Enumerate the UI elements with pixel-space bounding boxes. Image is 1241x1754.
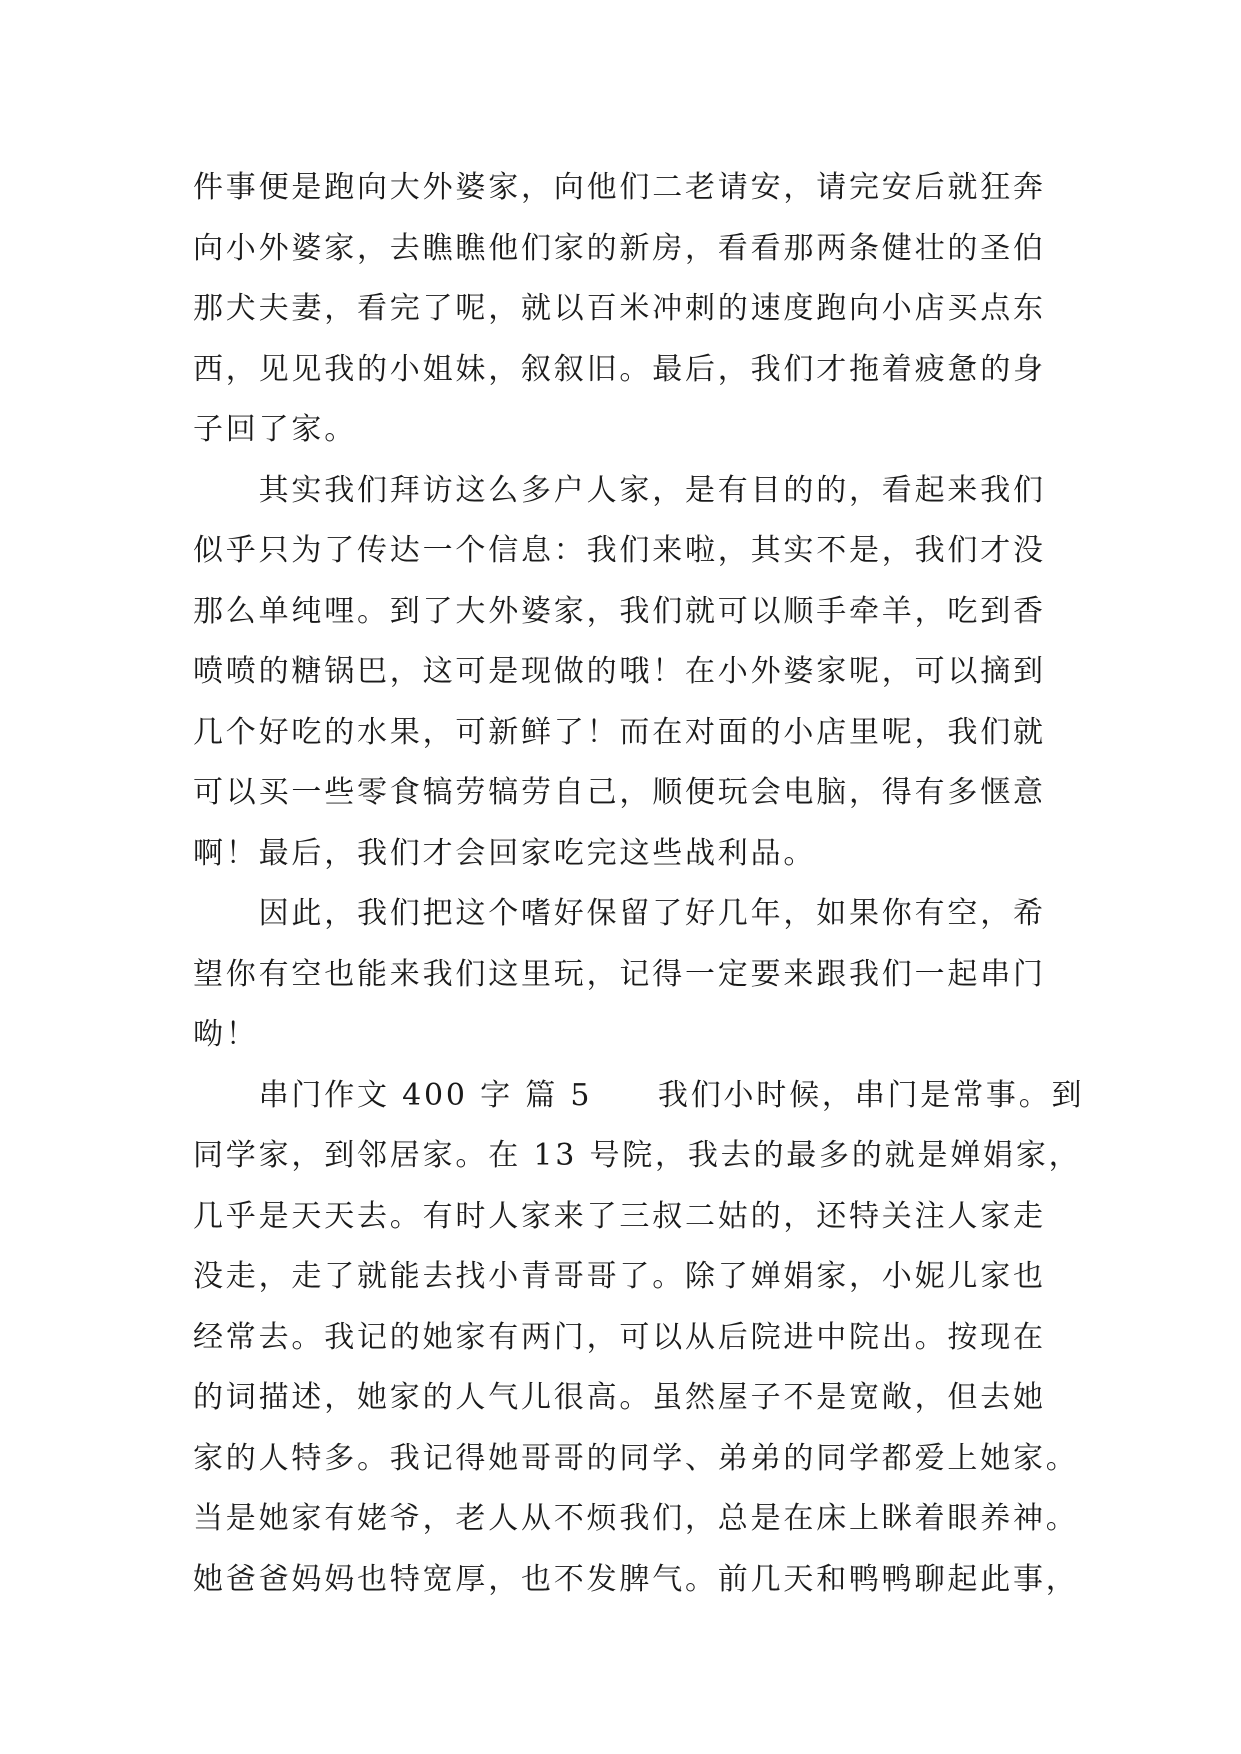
text-line: 件事便是跑向大外婆家，向他们二老请安，请完安后就狂奔 [193,170,1046,205]
text-line: 的词描述，她家的人气儿很高。虽然屋子不是宽敞，但去她 [193,1380,1046,1415]
text-line: 当是她家有姥爷，老人从不烦我们，总是在床上眯着眼养神。 [193,1501,1079,1536]
document-body [193,158,1085,1610]
text-line: 家的人特多。我记得她哥哥的同学、弟弟的同学都爱上她家。 [193,1440,1079,1476]
text-line: 因此，我们把这个嗜好保留了好几年，如果你有空，希 [193,896,1046,931]
text-line: 几乎是天天去。有时人家来了三叔二姑的，还特关注人家走 [193,1198,1046,1234]
text-line: 其实我们拜访这么多户人家，是有目的的，看起来我们 [193,472,1046,508]
text-line: 经常去。我记的她家有两门，可以从后院进中院出。按现在 [193,1319,1046,1355]
text-line: 那么单纯哩。到了大外婆家，我们就可以顺手牵羊，吃到香 [193,593,1046,629]
text-line: 可以买一些零食犒劳犒劳自己，顺便玩会电脑，得有多惬意 [193,775,1046,810]
text-line: 同学家，到邻居家。在 13 号院，我去的最多的就是婵娟家， [193,1138,1082,1173]
text-line: 没走，走了就能去找小青哥哥了。除了婵娟家，小妮儿家也 [193,1259,1046,1294]
text-line: 串门作文 400 字 篇 5 我们小时候，串门是常事。到 [193,1077,1085,1113]
text-line: 向小外婆家，去瞧瞧他们家的新房，看看那两条健壮的圣伯 [193,230,1046,266]
text-line: 喷喷的糖锅巴，这可是现做的哦！在小外婆家呢，可以摘到 [193,654,1046,689]
text-line: 啊！最后，我们才会回家吃完这些战利品。 [193,835,817,871]
text-line: 子回了家。 [193,412,357,447]
text-line: 几个好吃的水果，可新鲜了！而在对面的小店里呢，我们就 [193,714,1046,750]
text-line: 望你有空也能来我们这里玩，记得一定要来跟我们一起串门 [193,956,1046,992]
text-line: 似乎只为了传达一个信息：我们来啦，其实不是，我们才没 [193,533,1046,568]
text-line: 那犬夫妻，看完了呢，就以百米冲刺的速度跑向小店买点东 [193,291,1046,326]
text-line: 她爸爸妈妈也特宽厚，也不发脾气。前几天和鸭鸭聊起此事， [193,1561,1079,1597]
text-line: 西，见见我的小姐妹，叙叙旧。最后，我们才拖着疲惫的身 [193,351,1046,387]
text-line: 呦！ [193,1017,259,1052]
